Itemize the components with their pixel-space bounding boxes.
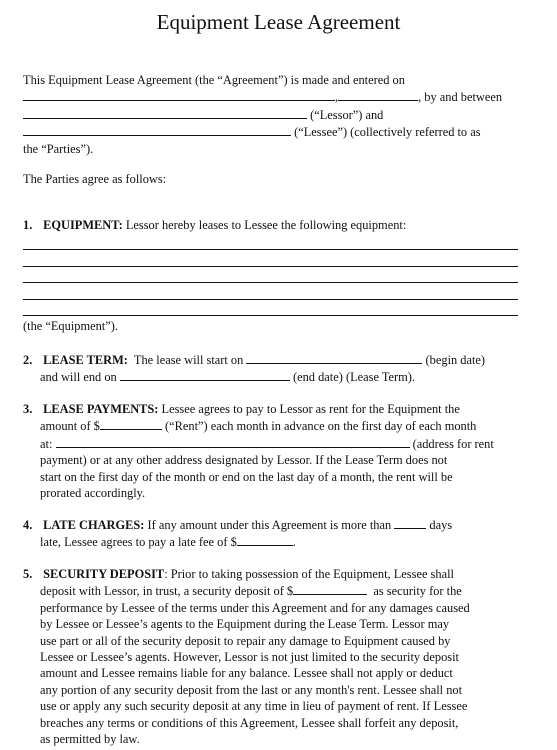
section-heading: LATE CHARGES: xyxy=(43,518,145,532)
section-text: (end date) (Lease Term). xyxy=(292,370,416,385)
section-text: days xyxy=(429,518,453,532)
section-text: at: xyxy=(40,436,53,451)
section-text: any portion of any security deposit from the last or any month's rent. Lessee shall not xyxy=(40,682,463,697)
section-text: late, Lessee agrees to pay a late fee of $ xyxy=(40,535,237,550)
section-text: : Prior to taking possession of the Equipment, Lessee shall xyxy=(164,567,454,581)
rent-amount-field[interactable] xyxy=(100,417,162,430)
intro-line-2: , , by and between xyxy=(23,88,523,105)
security-deposit-field[interactable] xyxy=(293,582,367,595)
intro-line-3: (“Lessor”) and xyxy=(23,106,523,123)
year-blank-field[interactable] xyxy=(338,88,418,101)
end-date-field[interactable] xyxy=(120,368,290,381)
section-text: as security for the xyxy=(373,584,462,599)
section-text: prorated accordingly. xyxy=(40,486,146,501)
section-text: The lease will start on xyxy=(133,353,244,367)
intro-line-5: the “Parties”). xyxy=(23,141,94,156)
section-text: Lessor hereby leases to Lessee the following equipment: xyxy=(125,218,407,232)
equipment-line-3[interactable] xyxy=(23,282,518,283)
section-number: 3. xyxy=(23,402,33,416)
section-number: 2. xyxy=(23,353,33,367)
equipment-line-1[interactable] xyxy=(23,249,518,250)
section-text: . xyxy=(292,535,296,550)
section-number: 4. xyxy=(23,518,33,532)
section-lease-payments xyxy=(23,401,523,501)
equipment-line-5[interactable] xyxy=(23,315,518,316)
lessee-name-field[interactable] xyxy=(23,123,291,136)
section-text: (begin date) xyxy=(425,353,486,367)
rent-address-field[interactable] xyxy=(56,435,410,448)
section-text: performance by Lessee of the terms under this Agreement and for any damages caused xyxy=(40,600,470,615)
section-equipment xyxy=(23,217,523,233)
section-text: amount of $ xyxy=(40,419,100,434)
section-lease-term xyxy=(23,351,523,386)
section-text: Lessee or Lessee’s agents. However, Lessor is not just limited to the security deposit xyxy=(40,650,459,665)
intro-line-4: (“Lessee”) (collectively referred to as xyxy=(23,123,523,140)
section-heading: SECURITY DEPOSIT xyxy=(43,567,165,581)
section-text: (address for rent xyxy=(412,436,494,451)
parties-agree-text: The Parties agree as follows: xyxy=(23,172,167,186)
equipment-line-4[interactable] xyxy=(23,299,518,300)
section-security-deposit xyxy=(23,566,523,747)
section-text: deposit with Lessor, in trust, a security deposit of $ xyxy=(40,584,294,599)
section-text: start on the first day of the month or end on the last day of a month, the rent will be xyxy=(40,469,453,484)
late-fee-field[interactable] xyxy=(237,533,293,546)
intro-line-1: This Equipment Lease Agreement (the “Agreement”) is made and entered on xyxy=(23,73,405,87)
equipment-line-2[interactable] xyxy=(23,266,518,267)
section-text: as permitted by law. xyxy=(40,732,140,747)
section-text: by Lessee or Lessee’s agents to the Equipment during the Lease Term. Lessor may xyxy=(40,617,450,632)
section-text: payment) or at any other address designated by Lessor. If the Lease Term does not xyxy=(40,453,448,468)
section-heading: LEASE PAYMENTS: xyxy=(43,402,159,416)
begin-date-field[interactable] xyxy=(246,351,422,364)
document-title: Equipment Lease Agreement xyxy=(156,10,401,34)
section-text: breaches any terms or conditions of this Agreement, Lessee shall forfeit any deposit, xyxy=(40,715,459,730)
section-text: use or apply any such security deposit at any time in lieu of payment of rent. If Lessee xyxy=(40,699,468,714)
date-blank-field[interactable] xyxy=(23,88,335,101)
late-days-field[interactable] xyxy=(394,516,426,529)
section-text: If any amount under this Agreement is more than xyxy=(147,518,392,532)
section-text: Lessee agrees to pay to Lessor as rent for the Equipment the xyxy=(161,402,460,416)
section-late-charges xyxy=(23,516,523,551)
section-text: use part or all of the security deposit to repair any damage to Equipment caused by xyxy=(40,633,451,648)
section-text: and will end on xyxy=(40,370,117,385)
section-text: amount and Lessee remains liable for any balance. Lessee shall not apply or deduct xyxy=(40,666,453,681)
intro-paragraph xyxy=(23,72,523,157)
section-text: (“Rent”) each month in advance on the first day of each month xyxy=(165,419,477,434)
lessor-name-field[interactable] xyxy=(23,106,307,119)
equipment-definition: (the “Equipment”). xyxy=(23,319,118,333)
section-heading: EQUIPMENT: xyxy=(43,218,123,232)
section-number: 1. xyxy=(23,218,33,232)
section-number: 5. xyxy=(23,567,33,581)
section-heading: LEASE TERM: xyxy=(43,353,128,367)
